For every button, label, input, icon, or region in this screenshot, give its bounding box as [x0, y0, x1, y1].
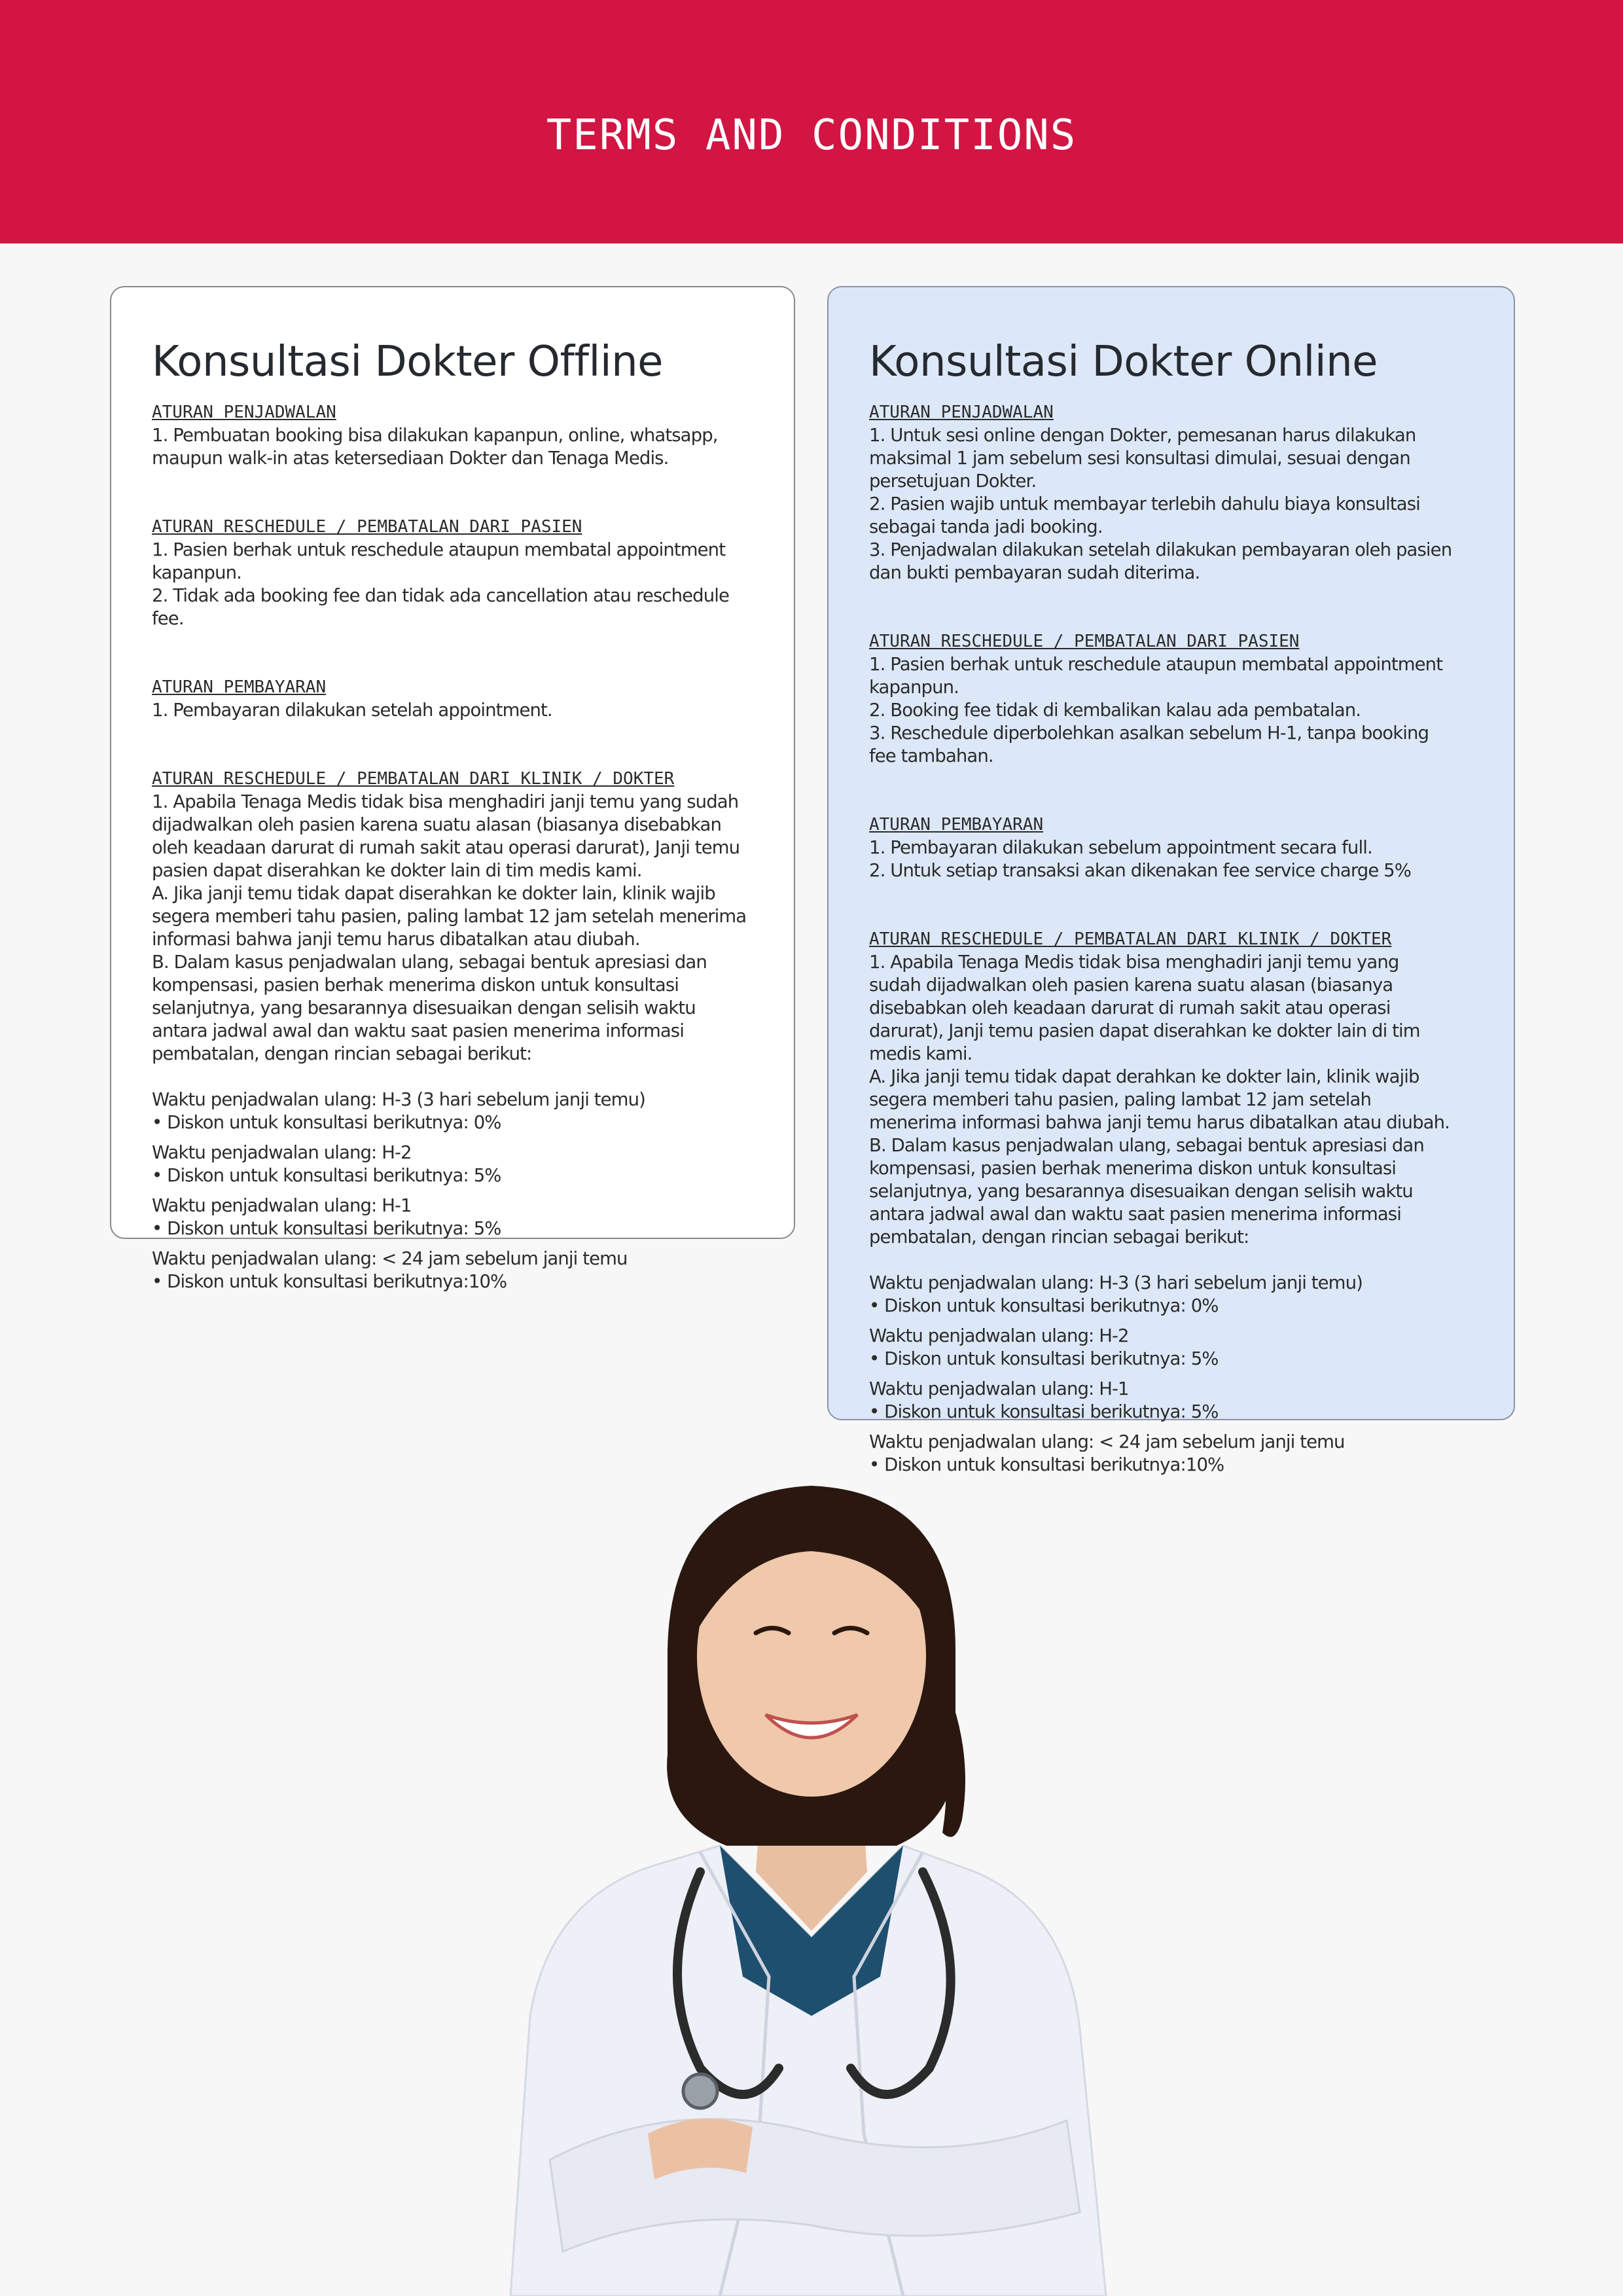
offline-section — [152, 401, 753, 470]
online-section — [869, 814, 1473, 882]
paragraph-line: 1. Apabila Tenaga Medis tidak bisa menghadiri janji temu yang sudah — [152, 791, 739, 812]
offline-section — [152, 676, 753, 722]
online-section — [869, 928, 1473, 1477]
section-heading: ATURAN RESCHEDULE / PEMBATALAN DARI KLINIK / DOKTER — [152, 769, 675, 789]
paragraph-line: A. Jika janji temu tidak dapat derahkan ke dokter lain, klinik wajib — [869, 1066, 1419, 1087]
paragraph-line: kapanpun. — [152, 562, 241, 583]
paragraph-line: antara jadwal awal dan waktu saat pasien menerima informasi — [869, 1204, 1401, 1225]
paragraph-line: A. Jika janji temu tidak dapat diserahkan ke dokter lain, klinik wajib — [152, 883, 715, 904]
reschedule-discount-item — [152, 1194, 753, 1240]
paragraph-line: antara jadwal awal dan waktu saat pasien menerima informasi — [152, 1020, 684, 1041]
paragraph-line: dijadwalkan oleh pasien karena suatu alasan (biasanya disebabkan — [152, 814, 721, 835]
paragraph-line: oleh keadaan darurat di rumah sakit atau operasi darurat), Janji temu — [152, 837, 740, 858]
paragraph-line: maupun walk-in atas ketersediaan Dokter dan Tenaga Medis. — [152, 448, 669, 469]
section-heading: ATURAN RESCHEDULE / PEMBATALAN DARI PASIEN — [152, 517, 582, 537]
paragraph-line: pembatalan, dengan rincian sebagai berikut: — [869, 1227, 1249, 1247]
reschedule-discount-item — [869, 1431, 1473, 1477]
paragraph-line: 3. Penjadwalan dilakukan setelah dilakukan pembayaran oleh pasien — [869, 539, 1452, 560]
reschedule-time: Waktu penjadwalan ulang: < 24 jam sebelum janji temu — [869, 1431, 1345, 1452]
offline-section — [152, 768, 753, 1293]
reschedule-time: Waktu penjadwalan ulang: H-1 — [152, 1195, 412, 1216]
discount-value: • Diskon untuk konsultasi berikutnya:10% — [152, 1271, 507, 1292]
offline-consultation-card — [110, 286, 795, 1292]
section-heading: ATURAN PENJADWALAN — [152, 403, 336, 422]
reschedule-time: Waktu penjadwalan ulang: H-2 — [869, 1325, 1129, 1346]
paragraph-line: B. Dalam kasus penjadwalan ulang, sebagai bentuk apresiasi dan — [869, 1135, 1424, 1156]
paragraph-line: kompensasi, pasien berhak menerima diskon untuk konsultasi — [152, 975, 679, 996]
paragraph-line: segera memberi tahu pasien, paling lambat 12 jam setelah — [869, 1089, 1371, 1110]
reschedule-time: Waktu penjadwalan ulang: < 24 jam sebelum janji temu — [152, 1248, 628, 1269]
section-heading: ATURAN RESCHEDULE / PEMBATALAN DARI PASIEN — [869, 632, 1300, 651]
paragraph-line: fee. — [152, 608, 184, 629]
paragraph-line: maksimal 1 jam sebelum sesi konsultasi dimulai, sesuai dengan — [869, 448, 1410, 469]
paragraph-line: 1. Pembayaran dilakukan setelah appointment. — [152, 700, 552, 721]
reschedule-discount-list — [152, 1088, 753, 1293]
paragraph-line: dan bukti pembayaran sudah diterima. — [869, 562, 1200, 583]
paragraph-line: 1. Pasien berhak untuk reschedule ataupun membatal appointment — [152, 539, 726, 560]
reschedule-time: Waktu penjadwalan ulang: H-3 (3 hari sebelum janji temu) — [869, 1272, 1363, 1293]
reschedule-discount-item — [152, 1247, 753, 1293]
paragraph-line: persetujuan Dokter. — [869, 471, 1037, 492]
reschedule-discount-item — [152, 1088, 753, 1134]
online-section — [869, 630, 1473, 768]
paragraph-line: kompensasi, pasien berhak menerima diskon untuk konsultasi — [869, 1158, 1396, 1179]
discount-value: • Diskon untuk konsultasi berikutnya: 5% — [869, 1401, 1219, 1422]
paragraph-line: B. Dalam kasus penjadwalan ulang, sebagai bentuk apresiasi dan — [152, 952, 707, 973]
discount-value: • Diskon untuk konsultasi berikutnya: 5% — [869, 1348, 1219, 1369]
paragraph-line: segera memberi tahu pasien, paling lambat 12 jam setelah menerima — [152, 906, 747, 927]
online-sections — [869, 401, 1473, 1477]
discount-value: • Diskon untuk konsultasi berikutnya: 5% — [152, 1165, 501, 1186]
section-heading: ATURAN RESCHEDULE / PEMBATALAN DARI KLINIK / DOKTER — [869, 929, 1392, 949]
paragraph-line: selanjutnya, yang besarannya disesuaikan dengan selisih waktu — [869, 1181, 1413, 1202]
paragraph-line: pembatalan, dengan rincian sebagai berikut: — [152, 1043, 532, 1064]
paragraph-line: 1. Apabila Tenaga Medis tidak bisa menghadiri janji temu yang — [869, 952, 1399, 973]
paragraph-line: 1. Pembuatan booking bisa dilakukan kapanpun, online, whatsapp, — [152, 425, 718, 446]
online-card-title: Konsultasi Dokter Online — [869, 338, 1378, 386]
paragraph-line: informasi bahwa janji temu harus dibatalkan atau diubah. — [152, 929, 640, 950]
online-consultation-card — [827, 286, 1515, 1475]
header-banner — [0, 0, 1623, 243]
paragraph-line: sudah dijadwalkan oleh pasien karena suatu alasan (biasanya — [869, 975, 1393, 996]
paragraph-line: 2. Tidak ada booking fee dan tidak ada cancellation atau reschedule — [152, 585, 729, 606]
reschedule-discount-item — [152, 1141, 753, 1187]
paragraph-line: 2. Pasien wajib untuk membayar terlebih dahulu biaya konsultasi — [869, 493, 1420, 514]
reschedule-discount-item — [869, 1378, 1473, 1424]
discount-value: • Diskon untuk konsultasi berikutnya:10% — [869, 1454, 1224, 1475]
paragraph-line: darurat), Janji temu pasien dapat diserahkan ke dokter lain di tim — [869, 1020, 1420, 1041]
offline-card-title: Konsultasi Dokter Offline — [152, 338, 664, 386]
paragraph-line: fee tambahan. — [869, 745, 993, 766]
paragraph-line: kapanpun. — [869, 677, 959, 698]
offline-sections — [152, 401, 753, 1293]
paragraph-line: menerima informasi bahwa janji temu harus dibatalkan atau diubah. — [869, 1112, 1450, 1133]
paragraph-line: 1. Pembayaran dilakukan sebelum appointment secara full. — [869, 837, 1372, 858]
paragraph-line: selanjutnya, yang besarannya disesuaikan dengan selisih waktu — [152, 997, 696, 1018]
online-section — [869, 401, 1473, 584]
discount-value: • Diskon untuk konsultasi berikutnya: 0% — [869, 1295, 1219, 1316]
reschedule-discount-item — [869, 1325, 1473, 1371]
reschedule-discount-list — [869, 1272, 1473, 1477]
paragraph-line: 1. Untuk sesi online dengan Dokter, pemesanan harus dilakukan — [869, 425, 1416, 446]
section-heading: ATURAN PEMBAYARAN — [869, 815, 1044, 834]
paragraph-line: sebagai tanda jadi booking. — [869, 516, 1103, 537]
paragraph-line: medis kami. — [869, 1043, 972, 1064]
paragraph-line: 2. Untuk setiap transaksi akan dikenakan fee service charge 5% — [869, 860, 1412, 881]
discount-value: • Diskon untuk konsultasi berikutnya: 0% — [152, 1112, 501, 1133]
paragraph-line: 3. Reschedule diperbolehkan asalkan sebelum H-1, tanpa booking — [869, 723, 1429, 744]
discount-value: • Diskon untuk konsultasi berikutnya: 5% — [152, 1218, 501, 1239]
section-heading: ATURAN PEMBAYARAN — [152, 677, 327, 697]
reschedule-discount-item — [869, 1272, 1473, 1318]
offline-section — [152, 516, 753, 630]
reschedule-time: Waktu penjadwalan ulang: H-3 (3 hari sebelum janji temu) — [152, 1089, 645, 1110]
doctor-photo — [504, 1479, 1119, 2296]
paragraph-line: disebabkan oleh keadaan darurat di rumah sakit atau operasi — [869, 997, 1391, 1018]
reschedule-time: Waktu penjadwalan ulang: H-1 — [869, 1378, 1129, 1399]
section-heading: ATURAN PENJADWALAN — [869, 403, 1054, 422]
paragraph-line: 2. Booking fee tidak di kembalikan kalau ada pembatalan. — [869, 700, 1361, 721]
reschedule-time: Waktu penjadwalan ulang: H-2 — [152, 1142, 412, 1163]
paragraph-line: 1. Pasien berhak untuk reschedule ataupun membatal appointment — [869, 654, 1443, 675]
paragraph-line: pasien dapat diserahkan ke dokter lain di tim medis kami. — [152, 860, 642, 881]
page-title: TERMS AND CONDITIONS — [546, 111, 1077, 160]
